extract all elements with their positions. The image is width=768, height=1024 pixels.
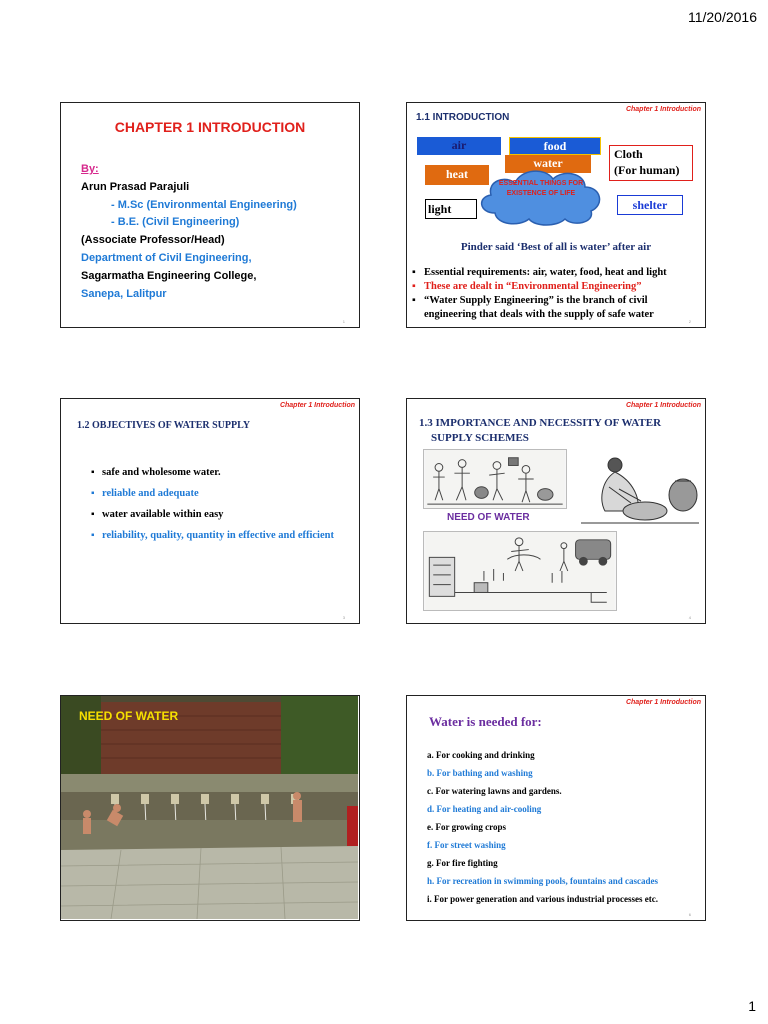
cloth-line-2: (For human) bbox=[614, 163, 680, 177]
sketch-woman-washing bbox=[579, 449, 701, 531]
list-item: ▪ reliable and adequate bbox=[91, 483, 343, 504]
cloud-text: ESSENTIAL THINGS FOR EXISTENCE OF LIFE bbox=[498, 180, 584, 197]
list-item: ▪ safe and wholesome water. bbox=[91, 462, 343, 483]
sketch-people-carrying-water bbox=[423, 449, 567, 509]
list-item: ▪ These are dealt in “Environmental Engineering” bbox=[411, 280, 697, 294]
chapter-tag: Chapter 1 Introduction bbox=[625, 402, 701, 409]
slide-number: 4 bbox=[688, 615, 691, 620]
slide-heading: Water is needed for: bbox=[429, 714, 542, 729]
list-item: ▪ water available within easy bbox=[91, 504, 343, 525]
list-item: ▪ reliability, quality, quantity in effective and efficient bbox=[91, 525, 343, 546]
slide-number: 1 bbox=[342, 319, 345, 324]
list-item: e. For growing crops bbox=[427, 822, 506, 832]
list-item: g. For fire fighting bbox=[427, 858, 498, 868]
list-item: h. For recreation in swimming pools, fountains and cascades bbox=[427, 876, 659, 886]
box-heat: heat bbox=[425, 165, 489, 185]
list-item: ▪ “Water Supply Engineering” is the branch of civil engineering that deals with the supply of safe water bbox=[411, 294, 697, 322]
slide-2 bbox=[406, 102, 706, 328]
uses-list bbox=[427, 746, 697, 908]
slide-number: 2 bbox=[688, 319, 691, 324]
page-date: 11/20/2016 bbox=[687, 9, 757, 25]
slide-6 bbox=[406, 695, 706, 921]
sketch-water-supply-scene bbox=[423, 531, 617, 611]
list-item: d. For heating and air-cooling bbox=[427, 804, 542, 814]
box-food: food bbox=[509, 137, 601, 155]
degree-msc: - M.Sc (Environmental Engineering) bbox=[111, 198, 297, 211]
photo-stone-water-spout bbox=[61, 696, 358, 919]
heading-line-2: SUPPLY SCHEMES bbox=[431, 432, 529, 444]
box-shelter: shelter bbox=[617, 195, 683, 215]
box-light: light bbox=[425, 199, 477, 219]
list-item: i. For power generation and various industrial processes etc. bbox=[427, 894, 658, 904]
bullet-list bbox=[411, 266, 697, 322]
slide-number: 6 bbox=[688, 912, 691, 917]
slide-4 bbox=[406, 398, 706, 624]
need-of-water-label: NEED OF WATER bbox=[79, 709, 179, 723]
slide-heading: 1.1 INTRODUCTION bbox=[416, 112, 510, 123]
slide-heading bbox=[419, 416, 689, 446]
list-item: c. For watering lawns and gardens. bbox=[427, 786, 562, 796]
need-of-water-label: NEED OF WATER bbox=[447, 512, 530, 523]
box-cloth bbox=[609, 145, 693, 181]
objectives-list bbox=[91, 462, 343, 546]
list-item: a. For cooking and drinking bbox=[427, 750, 535, 760]
heading-line-1: 1.3 IMPORTANCE AND NECESSITY OF WATER bbox=[419, 417, 662, 429]
slide-heading: 1.2 OBJECTIVES OF WATER SUPPLY bbox=[77, 420, 251, 431]
box-air: air bbox=[417, 137, 501, 155]
slide-5 bbox=[60, 695, 360, 921]
slide-1 bbox=[60, 102, 360, 328]
slide-number: 3 bbox=[342, 615, 345, 620]
cloth-line-1: Cloth bbox=[614, 147, 643, 161]
chapter-tag: Chapter 1 Introduction bbox=[625, 699, 701, 706]
author-position: (Associate Professor/Head) bbox=[81, 234, 225, 247]
page-number: 1 bbox=[748, 998, 756, 1014]
list-item: ▪ Essential requirements: air, water, food, heat and light bbox=[411, 266, 697, 280]
department: Department of Civil Engineering, bbox=[81, 251, 252, 264]
author-block bbox=[81, 161, 297, 303]
list-item: b. For bathing and washing bbox=[427, 768, 533, 778]
slide-3 bbox=[60, 398, 360, 624]
by-label: By: bbox=[81, 163, 99, 175]
chapter-tag: Chapter 1 Introduction bbox=[625, 106, 701, 113]
pinder-quote: Pinder said ‘Best of all is water’ after air bbox=[460, 241, 652, 253]
author-name: Arun Prasad Parajuli bbox=[81, 180, 190, 193]
list-item: f. For street washing bbox=[427, 840, 506, 850]
box-water: water bbox=[505, 155, 591, 173]
location: Sanepa, Lalitpur bbox=[81, 287, 167, 300]
college: Sagarmatha Engineering College, bbox=[81, 269, 257, 282]
chapter-tag: Chapter 1 Introduction bbox=[279, 402, 355, 409]
degree-be: - B.E. (Civil Engineering) bbox=[111, 216, 240, 229]
slide-title: CHAPTER 1 INTRODUCTION bbox=[114, 119, 306, 135]
